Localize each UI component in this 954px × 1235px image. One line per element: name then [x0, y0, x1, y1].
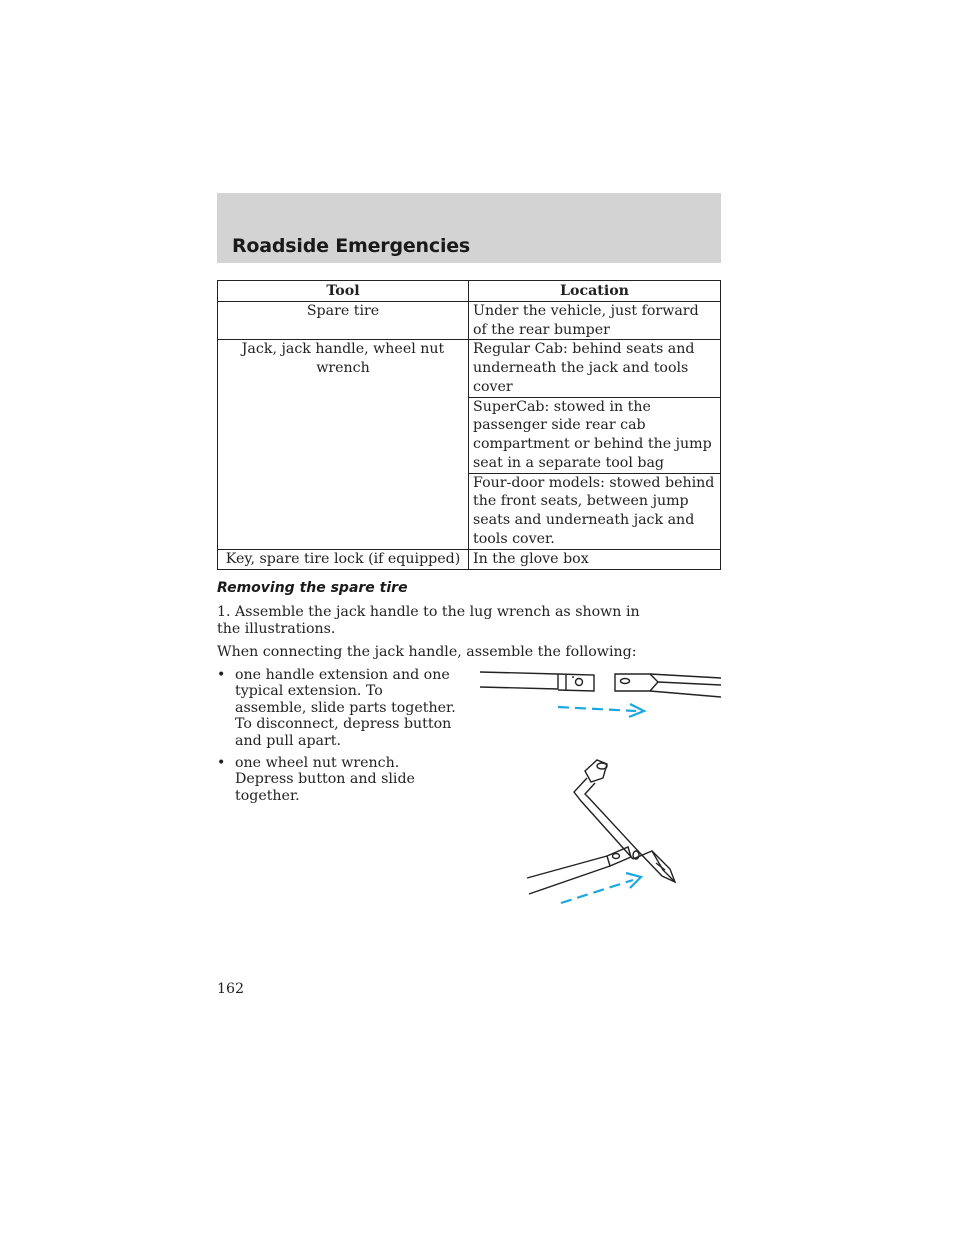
column-header-location: Location	[469, 281, 721, 302]
subsection-title: Removing the spare tire	[217, 580, 408, 596]
location-cell: SuperCab: stowed in the passenger side rear cab compartment or behind the jump seat in a separate tool bag	[469, 397, 721, 473]
slide-arrow-icon	[561, 873, 641, 903]
list-item	[217, 755, 457, 804]
list-item-text: one handle extension and one typical extension. To assemble, slide parts together. To disconnect, depress button and pull apart.	[235, 667, 456, 749]
slide-arrow-icon	[558, 704, 644, 717]
tool-cell: Spare tire	[218, 302, 469, 340]
extension-assembly-illustration	[478, 664, 724, 722]
column-header-tool: Tool	[218, 281, 469, 302]
location-cell: Under the vehicle, just forward of the rear bumper	[469, 302, 721, 340]
tool-cell: Key, spare tire lock (if equipped)	[218, 549, 469, 569]
table-header-row	[218, 281, 721, 302]
list-item	[217, 667, 457, 749]
table-row	[218, 302, 721, 340]
lug-wrench-assembly-illustration	[525, 756, 680, 908]
location-cell: In the glove box	[469, 549, 721, 569]
table-row	[218, 549, 721, 569]
bullet-icon: •	[217, 755, 226, 772]
bullet-icon: •	[217, 667, 226, 683]
table-row	[218, 340, 721, 397]
tool-cell: Jack, jack handle, wheel nut wrench	[218, 340, 469, 549]
tools-location-table	[217, 280, 721, 570]
section-title: Roadside Emergencies	[232, 235, 471, 257]
intro-text: When connecting the jack handle, assemble the following:	[217, 644, 637, 660]
page-number: 162	[217, 981, 245, 997]
list-item-text: one wheel nut wrench. Depress button and slide together.	[235, 755, 415, 804]
step-1-text: 1. Assemble the jack handle to the lug wrench as shown in the illustrations.	[217, 604, 640, 637]
location-cell: Regular Cab: behind seats and underneath the jack and tools cover	[469, 340, 721, 397]
assembly-list	[217, 667, 457, 810]
section-header	[217, 193, 721, 263]
location-cell: Four-door models: stowed behind the front seats, between jump seats and underneath jack and tools cover.	[469, 473, 721, 549]
